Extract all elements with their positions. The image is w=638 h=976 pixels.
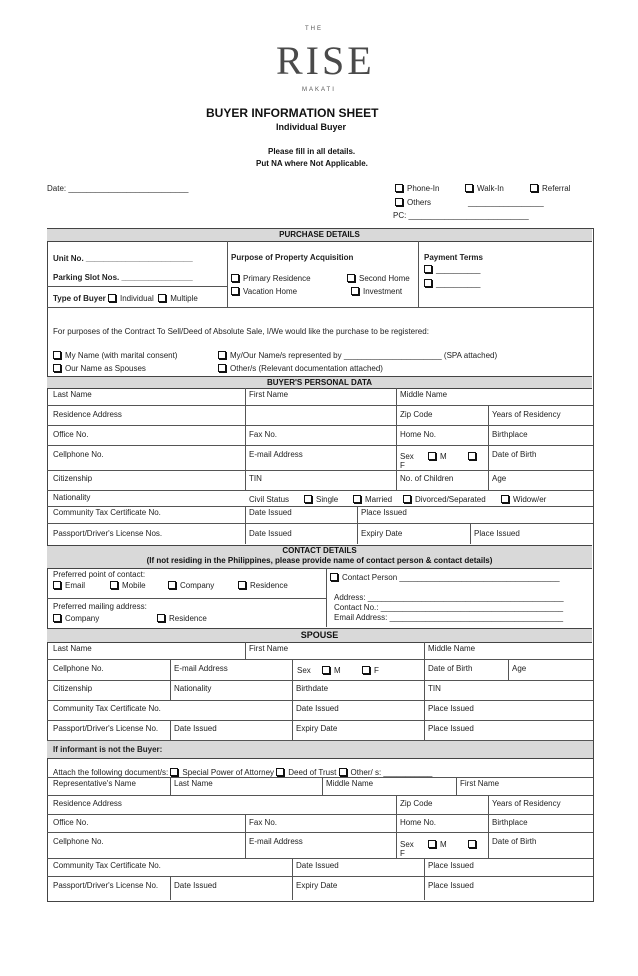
contact-company-option[interactable]: Company	[168, 581, 214, 590]
checkbox-icon[interactable]	[53, 364, 61, 372]
vacation-home-option[interactable]: Vacation Home	[231, 287, 297, 296]
spouse-sex-m[interactable]: M	[322, 666, 341, 675]
page-title: BUYER INFORMATION SHEET	[206, 106, 379, 120]
contact-person-field[interactable]: Contact Person ____________________________________	[330, 573, 560, 582]
informant-heading: If informant is not the Buyer:	[53, 745, 163, 754]
buyer-data-heading: BUYER'S PERSONAL DATA	[47, 376, 592, 389]
buyer-sex-f-checkbox[interactable]	[468, 452, 480, 461]
attach-documents-row: Attach the following document/s: Special Power of Attorney Deed of Trust Other/ s: ___________	[53, 768, 433, 777]
rep-sex-label: Sex	[400, 840, 414, 849]
rep-sex-m[interactable]: M	[428, 840, 447, 849]
civil-status-label: Civil Status	[249, 495, 290, 504]
checkbox-icon[interactable]	[218, 351, 226, 359]
checkbox-icon[interactable]	[108, 294, 116, 302]
buyer-ctc[interactable]: Community Tax Certificate No.	[53, 508, 161, 517]
buyer-middle-name[interactable]: Middle Name	[400, 390, 448, 399]
second-home-option[interactable]: Second Home	[347, 274, 410, 283]
checkbox-icon[interactable]	[276, 768, 284, 776]
checkbox-icon[interactable]	[501, 495, 509, 503]
rep-office-no[interactable]: Office No.	[53, 818, 89, 827]
checkbox-icon[interactable]	[231, 287, 239, 295]
buyer-citizenship[interactable]: Citizenship	[53, 474, 93, 483]
parking-field[interactable]: Parking Slot Nos. ________________	[53, 273, 193, 282]
rep-residence-address[interactable]: Residence Address	[53, 799, 122, 808]
spouse-sex-label: Sex	[297, 666, 311, 675]
spouse-citizenship[interactable]: Citizenship	[53, 684, 93, 693]
buyer-date-of-birth[interactable]: Date of Birth	[492, 450, 537, 459]
spouse-passport-expiry[interactable]: Expiry Date	[296, 724, 338, 733]
checkbox-icon[interactable]	[168, 581, 176, 589]
contact-subheading: (If not residing in the Philippines, please provide name of contact person & contact details)	[146, 556, 493, 565]
buyer-sex-f-label: F	[400, 461, 405, 470]
rep-zip-code[interactable]: Zip Code	[400, 799, 433, 808]
spouse-last-name[interactable]: Last Name	[53, 644, 92, 653]
rep-ctc-date-issued[interactable]: Date Issued	[296, 861, 339, 870]
investment-option[interactable]: Investment	[351, 287, 402, 296]
spouse-sex-f[interactable]: F	[362, 666, 379, 675]
checkbox-icon[interactable]	[304, 495, 312, 503]
checkbox-icon[interactable]	[339, 768, 347, 776]
rep-name-label: Representative's Name	[53, 779, 136, 788]
checkbox-icon[interactable]	[157, 614, 165, 622]
buyer-passport[interactable]: Passport/Driver's License Nos.	[53, 529, 163, 538]
spouse-date-of-birth[interactable]: Date of Birth	[428, 664, 473, 673]
checkbox-icon[interactable]	[428, 840, 436, 848]
civil-married-option[interactable]: Married	[353, 495, 392, 504]
payment-terms-label: Payment Terms	[424, 253, 483, 262]
spouse-heading: SPOUSE	[47, 628, 592, 643]
checkbox-icon[interactable]	[468, 840, 476, 848]
checkbox-icon[interactable]	[53, 581, 61, 589]
rep-sex-f-checkbox[interactable]	[468, 840, 480, 849]
buyer-zip-code[interactable]: Zip Code	[400, 410, 433, 419]
buyer-tin[interactable]: TIN	[249, 474, 262, 483]
buyer-passport-place-issued[interactable]: Place Issued	[474, 529, 520, 538]
spouse-age[interactable]: Age	[512, 664, 527, 673]
logo-makati: MAKATI	[302, 87, 336, 93]
logo-the: THE	[305, 26, 323, 32]
spouse-ctc-place-issued[interactable]: Place Issued	[428, 704, 474, 713]
checkbox-icon[interactable]	[110, 581, 118, 589]
rep-ctc[interactable]: Community Tax Certificate No.	[53, 861, 161, 870]
spouse-nationality[interactable]: Nationality	[174, 684, 212, 693]
rep-passport-place-issued[interactable]: Place Issued	[428, 881, 474, 890]
spouse-ctc-date-issued[interactable]: Date Issued	[296, 704, 339, 713]
rep-ctc-place-issued[interactable]: Place Issued	[428, 861, 474, 870]
checkbox-icon[interactable]	[238, 581, 246, 589]
spouses-option[interactable]: Our Name as Spouses	[53, 364, 146, 373]
contact-no-field[interactable]: Contact No.: _________________________________________	[334, 603, 564, 612]
unit-no-field[interactable]: Unit No. ________________________	[53, 254, 193, 263]
rep-cellphone-no[interactable]: Cellphone No.	[53, 837, 104, 846]
rep-years-residency[interactable]: Years of Residency	[492, 799, 561, 808]
instruction-1: Please fill in all details.	[268, 147, 356, 156]
registration-note: For purposes of the Contract To Sell/Deed of Absolute Sale, I/We would like the purchase to be registered:	[53, 327, 429, 336]
rep-middle-name[interactable]: Middle Name	[326, 779, 374, 788]
rep-last-name[interactable]: Last Name	[174, 779, 213, 788]
referral-option[interactable]: Referral	[530, 184, 570, 193]
contact-email-option[interactable]: Email	[53, 581, 85, 590]
walk-in-option[interactable]: Walk-In	[465, 184, 504, 193]
contact-heading: CONTACT DETAILS	[282, 546, 357, 555]
checkbox-icon[interactable]	[158, 294, 166, 302]
others-line[interactable]: _________________	[468, 198, 544, 207]
mailing-company-option[interactable]: Company	[53, 614, 99, 623]
contact-email-field[interactable]: Email Address: _______________________________________	[334, 613, 564, 622]
buyer-last-name[interactable]: Last Name	[53, 390, 92, 399]
contact-address-field[interactable]: Address: ____________________________________________	[334, 593, 564, 602]
buyer-home-no[interactable]: Home No.	[400, 430, 437, 439]
checkbox-icon[interactable]	[53, 614, 61, 622]
instruction-2: Put NA where Not Applicable.	[256, 159, 368, 168]
checkbox-icon[interactable]	[395, 184, 403, 192]
page-subtitle: Individual Buyer	[276, 122, 347, 132]
preferred-point-label: Preferred point of contact:	[53, 570, 146, 579]
rep-passport-date-issued[interactable]: Date Issued	[174, 881, 217, 890]
rep-passport[interactable]: Passport/Driver's License No.	[53, 881, 159, 890]
buyer-sex-label: Sex	[400, 452, 414, 461]
rep-fax-no[interactable]: Fax No.	[249, 818, 278, 827]
date-field[interactable]: Date: ___________________________	[47, 184, 189, 193]
checkbox-icon[interactable]	[424, 279, 432, 287]
buyer-cellphone-no[interactable]: Cellphone No.	[53, 450, 104, 459]
type-of-buyer-row: Type of Buyer Individual Multiple	[53, 294, 198, 303]
spouse-birthdate[interactable]: Birthdate	[296, 684, 329, 693]
rep-passport-expiry[interactable]: Expiry Date	[296, 881, 338, 890]
spouse-passport-place-issued[interactable]: Place Issued	[428, 724, 474, 733]
logo-rise: RISE	[276, 38, 375, 83]
my-name-option[interactable]: My Name (with marital consent)	[53, 351, 177, 360]
phone-in-option[interactable]: Phone-In	[395, 184, 439, 193]
checkbox-icon[interactable]	[468, 452, 476, 460]
buyer-sex-m[interactable]: M	[428, 452, 447, 461]
preferred-mailing-label: Preferred mailing address:	[53, 602, 147, 611]
rep-date-of-birth[interactable]: Date of Birth	[492, 837, 537, 846]
buyer-no-children[interactable]: No. of Children	[400, 474, 454, 483]
payment-term-2[interactable]: __________	[424, 279, 481, 288]
spouse-middle-name[interactable]: Middle Name	[428, 644, 476, 653]
civil-divorced-option[interactable]: Divorced/Separated	[403, 495, 486, 504]
rep-email-address[interactable]: E-mail Address	[249, 837, 303, 846]
buyer-residence-address[interactable]: Residence Address	[53, 410, 122, 419]
rep-birthplace[interactable]: Birthplace	[492, 818, 528, 827]
buyer-birthplace[interactable]: Birthplace	[492, 430, 528, 439]
rep-first-name[interactable]: First Name	[460, 779, 500, 788]
civil-widow-option[interactable]: Widow/er	[501, 495, 546, 504]
others-option[interactable]: Others	[395, 198, 431, 207]
buyer-nationality[interactable]: Nationality	[53, 493, 91, 502]
rep-sex-f-label: F	[400, 849, 405, 858]
buyer-email-address[interactable]: E-mail Address	[249, 450, 303, 459]
spouse-tin[interactable]: TIN	[428, 684, 441, 693]
checkbox-icon[interactable]	[322, 666, 330, 674]
primary-residence-option[interactable]: Primary Residence	[231, 274, 311, 283]
checkbox-icon[interactable]	[424, 265, 432, 273]
spouse-passport-date-issued[interactable]: Date Issued	[174, 724, 217, 733]
buyer-passport-date-issued[interactable]: Date Issued	[249, 529, 292, 538]
payment-term-1[interactable]: __________	[424, 265, 481, 274]
checkbox-icon[interactable]	[53, 351, 61, 359]
spouse-ctc[interactable]: Community Tax Certificate No.	[53, 704, 161, 713]
checkbox-icon[interactable]	[351, 287, 359, 295]
buyer-first-name[interactable]: First Name	[249, 390, 289, 399]
checkbox-icon[interactable]	[530, 184, 538, 192]
checkbox-icon[interactable]	[218, 364, 226, 372]
checkbox-icon[interactable]	[330, 573, 338, 581]
buyer-ctc-place-issued[interactable]: Place Issued	[361, 508, 407, 517]
buyer-age[interactable]: Age	[492, 474, 507, 483]
contact-mobile-option[interactable]: Mobile	[110, 581, 146, 590]
checkbox-icon[interactable]	[170, 768, 178, 776]
pc-field[interactable]: PC: ___________________________	[393, 211, 529, 220]
checkbox-icon[interactable]	[347, 274, 355, 282]
buyer-ctc-date-issued[interactable]: Date Issued	[249, 508, 292, 517]
buyer-office-no[interactable]: Office No.	[53, 430, 89, 439]
spouse-first-name[interactable]: First Name	[249, 644, 289, 653]
civil-single-option[interactable]: Single	[304, 495, 338, 504]
others-relevant-option[interactable]: Other/s (Relevant documentation attached)	[218, 364, 383, 373]
buyer-passport-expiry[interactable]: Expiry Date	[361, 529, 403, 538]
rep-home-no[interactable]: Home No.	[400, 818, 437, 827]
checkbox-icon[interactable]	[362, 666, 370, 674]
represented-option[interactable]: My/Our Name/s represented by ______________________ (SPA attached)	[218, 351, 497, 360]
contact-details-heading	[47, 545, 592, 569]
spouse-cellphone-no[interactable]: Cellphone No.	[53, 664, 104, 673]
purchase-details-heading: PURCHASE DETAILS	[47, 228, 592, 242]
spouse-passport[interactable]: Passport/Driver's License No.	[53, 724, 159, 733]
mailing-residence-option[interactable]: Residence	[157, 614, 207, 623]
checkbox-icon[interactable]	[353, 495, 361, 503]
buyer-years-residency[interactable]: Years of Residency	[492, 410, 561, 419]
purpose-label: Purpose of Property Acquisition	[231, 253, 354, 262]
buyer-fax-no[interactable]: Fax No.	[249, 430, 278, 439]
contact-residence-option[interactable]: Residence	[238, 581, 288, 590]
checkbox-icon[interactable]	[395, 198, 403, 206]
checkbox-icon[interactable]	[231, 274, 239, 282]
spouse-email-address[interactable]: E-mail Address	[174, 664, 228, 673]
checkbox-icon[interactable]	[428, 452, 436, 460]
checkbox-icon[interactable]	[465, 184, 473, 192]
checkbox-icon[interactable]	[403, 495, 411, 503]
